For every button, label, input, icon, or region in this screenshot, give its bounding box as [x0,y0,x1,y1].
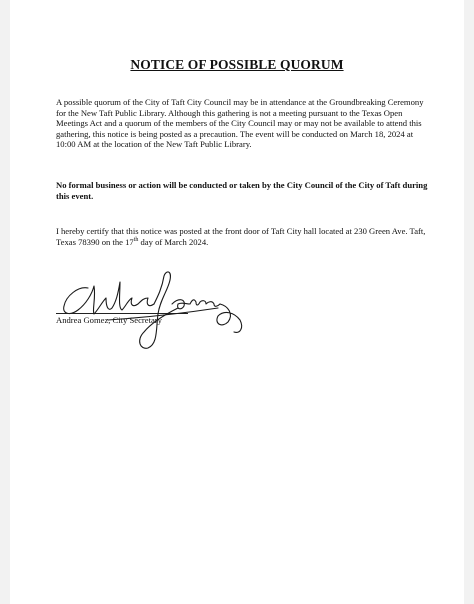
certification-ordinal-suffix: th [133,236,139,243]
no-business-paragraph: No formal business or action will be conducted or taken by the City Council of the City of Taft during this event. [56,180,428,201]
handwritten-signature [48,258,258,358]
document-page [10,0,464,604]
certification-text-start: I hereby certify that this notice was posted at the front door of Taft City hall located at 230 Green Ave. Taft, Texas 78390 on the 17 [56,226,426,247]
certification-text-end: day of March 2024. [138,236,209,247]
notice-title: NOTICE OF POSSIBLE QUORUM [130,57,344,72]
certification-paragraph [56,226,434,247]
signer-name-title: Andrea Gomez, City Secretary [56,315,162,325]
quorum-paragraph: A possible quorum of the City of Taft City Council may be in attendance at the Groundbreaking Ceremony for the New Taft Public Library. Although this gathering is not a meeting pursuant to the Texas Open Meetings Act and a quorum of the members of the City Council may or may not be available to attend this gathering, this notice is being posted as a precaution. The event will be conducted on March 18, 2024 at 10:00 AM at the location of the New Taft Public Library. [56,97,424,150]
